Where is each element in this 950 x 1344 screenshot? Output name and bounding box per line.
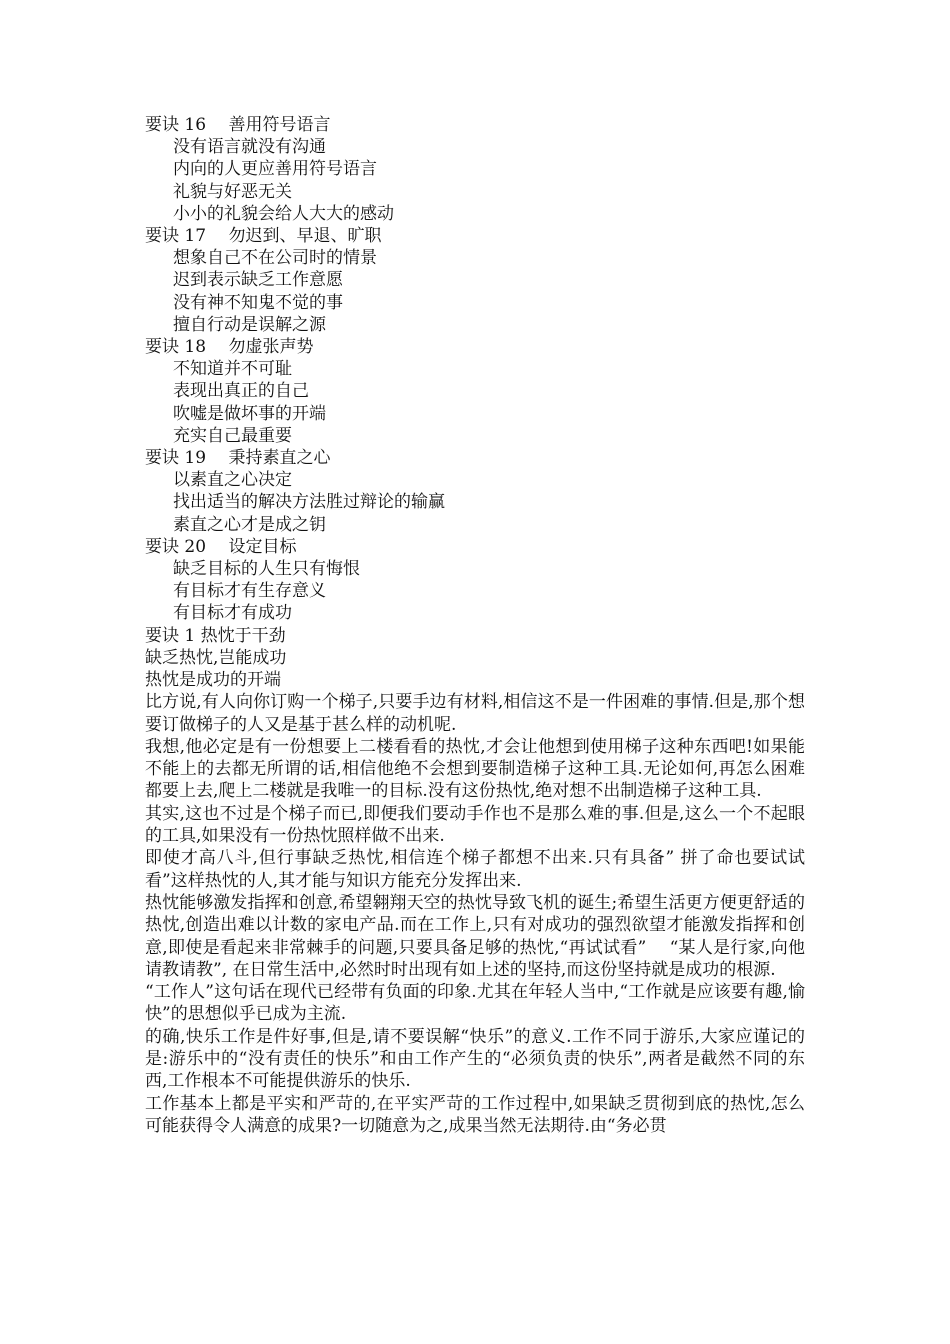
body-paragraph: “工作人”这句话在现代已经带有负面的印象.尤其在年轻人当中,“工作就是应该要有趣,愉快”的思想似乎已成为主流. bbox=[145, 982, 805, 1025]
outline-heading: 要诀 19 秉持素直之心 bbox=[145, 448, 331, 469]
outline-item: 以素直之心决定 bbox=[173, 470, 292, 491]
body-paragraph: 其实,这也不过是个梯子而已,即便我们要动手作也不是那么难的事.但是,这么一个不起眼的工具,如果没有一份热忱照样做不出来. bbox=[145, 803, 805, 847]
outline-item: 想象自己不在公司时的情景 bbox=[173, 248, 377, 269]
outline-item: 有目标才有生存意义 bbox=[173, 581, 326, 602]
outline-item: 礼貌与好恶无关 bbox=[173, 181, 292, 202]
section-subtitle: 缺乏热忱,岂能成功 bbox=[145, 647, 287, 668]
outline-item: 擅自行动是误解之源 bbox=[173, 314, 326, 335]
outline-item: 有目标才有成功 bbox=[173, 603, 292, 624]
outline-heading: 要诀 20 设定目标 bbox=[145, 536, 297, 557]
outline-block-18 bbox=[145, 336, 805, 447]
body-paragraph: 热忱能够激发指挥和创意,希望翱翔天空的热忱导致飞机的诞生;希望生活更方便更舒适的热忱,创造出难以计数的家电产品.而在工作上,只有对成功的强烈欲望才能激发指挥和创意,即使是看起来非常棘手的问题,只要具备足够的热忱,“再试试看” “某人是行家,向他请教请教”, 在日常生活中,必然时时出现有如上述的坚持,而这份坚持就是成功的根源. bbox=[145, 892, 805, 980]
outline-heading: 要诀 18 勿虚张声势 bbox=[145, 337, 314, 358]
outline-item: 没有语言就没有沟通 bbox=[173, 137, 326, 158]
section-title: 要诀 1 热忱于干劲 bbox=[145, 625, 286, 646]
outline-item: 迟到表示缺乏工作意愿 bbox=[173, 270, 343, 291]
outline-item: 没有神不知鬼不觉的事 bbox=[173, 292, 343, 313]
outline-item: 不知道并不可耻 bbox=[173, 359, 292, 380]
outline-item: 充实自己最重要 bbox=[173, 425, 292, 446]
document-page bbox=[145, 114, 805, 1137]
outline-heading: 要诀 17 勿迟到、早退、旷职 bbox=[145, 226, 382, 247]
body-paragraph: 即使才高八斗,但行事缺乏热忱,相信连个梯子都想不出来.只有具备” 拼了命也要试试看”这样热忱的人,其才能与知识方能充分发挥出来. bbox=[145, 848, 805, 891]
outline-block-19 bbox=[145, 447, 805, 536]
body-paragraph: 工作基本上都是平实和严苛的,在平实严苛的工作过程中,如果缺乏贯彻到底的热忱,怎么可能获得令人满意的成果?一切随意为之,成果当然无法期待.由“务必贯 bbox=[145, 1093, 805, 1136]
body-paragraph: 的确,快乐工作是件好事,但是,请不要误解“快乐”的意义.工作不同于游乐,大家应谨记的是:游乐中的“没有责任的快乐”和由工作产生的“必须负责的快乐”,两者是截然不同的东西,工作根本不可能提供游乐的快乐. bbox=[145, 1026, 805, 1092]
outline-item: 小小的礼貌会给人大大的感动 bbox=[173, 203, 394, 224]
outline-item: 吹嘘是做坏事的开端 bbox=[173, 403, 326, 424]
outline-block-16 bbox=[145, 114, 805, 225]
outline-block-17 bbox=[145, 225, 805, 336]
outline-item: 找出适当的解决方法胜过辩论的输赢 bbox=[173, 492, 445, 513]
outline-item: 素直之心才是成之钥 bbox=[173, 514, 326, 535]
outline-item: 表现出真正的自己 bbox=[173, 381, 309, 402]
outline-heading: 要诀 16 善用符号语言 bbox=[145, 115, 331, 135]
body-paragraph: 比方说,有人向你订购一个梯子,只要手边有材料,相信这不是一件困难的事情.但是,那个想要订做梯子的人又是基于甚么样的动机呢. bbox=[145, 692, 805, 735]
section-subtitle: 热忱是成功的开端 bbox=[145, 670, 281, 691]
body-paragraph: 我想,他必定是有一份想要上二楼看看的热忱,才会让他想到使用梯子这种东西吧!如果能不能上的去都无所谓的话,相信他绝不会想到要制造梯子这种工具.无论如何,再怎么困难都要上去,爬上二楼就是我唯一的目标.没有这份热忱,绝对想不出制造梯子这种工具. bbox=[145, 736, 805, 802]
outline-item: 内向的人更应善用符号语言 bbox=[173, 159, 377, 180]
outline-item: 缺乏目标的人生只有悔恨 bbox=[173, 559, 360, 580]
outline-block-20 bbox=[145, 536, 805, 625]
